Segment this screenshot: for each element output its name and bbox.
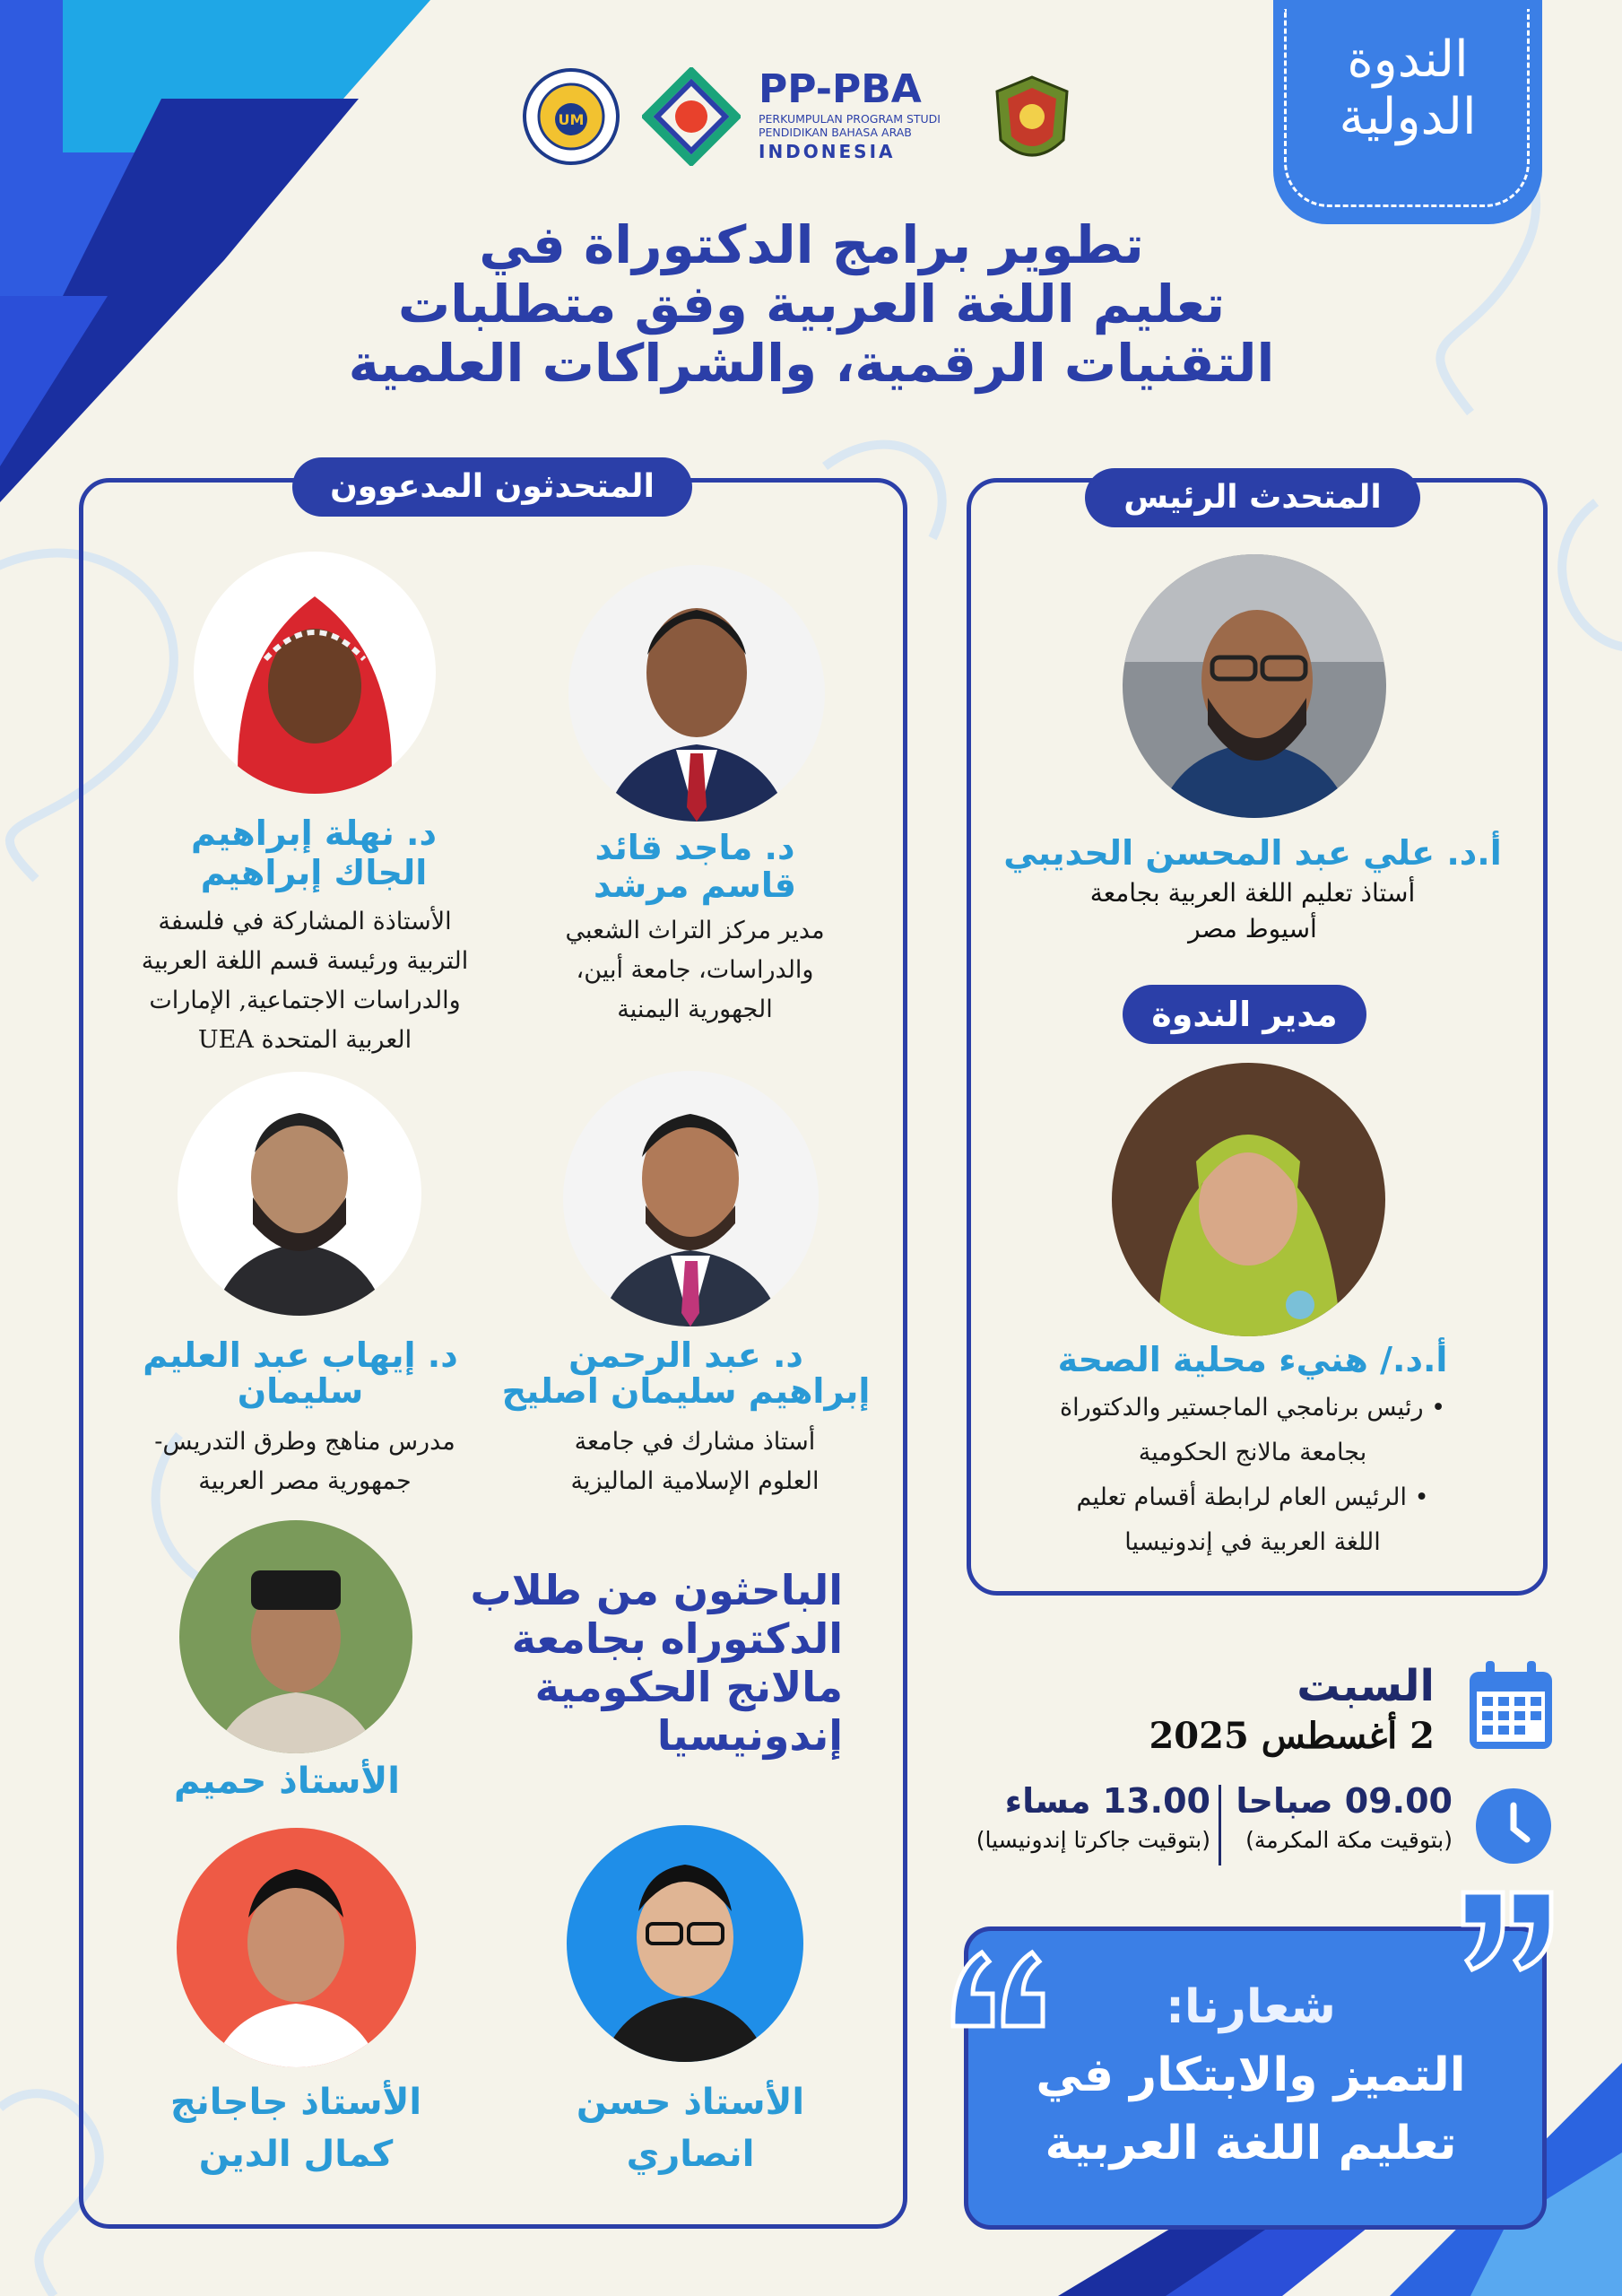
pppba-logo [642, 67, 965, 166]
svg-text:UM: UM [558, 111, 585, 128]
calendar-icon [1466, 1659, 1556, 1752]
researchers-h4: إندونيسيا [656, 1711, 843, 1760]
tz-jakarta: (بتوقيت جاكرتا إندونيسيا) [976, 1827, 1210, 1853]
moderator-bullet2a: • الرئيس العام لرابطة أقسام تعليم [1076, 1483, 1429, 1511]
researcher3-photo [177, 1828, 416, 2067]
tz-mecca: (بتوقيت مكة المكرمة) [1245, 1827, 1453, 1853]
title-line3: التقنيات الرقمية، والشراكات العلمية [348, 333, 1275, 394]
time-jakarta: 13.00 مساء [1004, 1781, 1210, 1821]
speaker4-photo [178, 1072, 421, 1316]
title-line2: تعليم اللغة العربية وفق متطلبات [397, 274, 1226, 335]
moderator-bullet1b: بجامعة مالانج الحكومية [1138, 1439, 1367, 1466]
speaker2-name1: د. نهلة إبراهيم [191, 813, 437, 853]
speaker1-name1: د. ماجد قائد [594, 828, 795, 867]
researcher3-name1: الأستاذ جاجانج [169, 2082, 422, 2123]
slogan-text [968, 1973, 1533, 2178]
speaker2-name2: الجاك إبراهيم [200, 853, 428, 892]
researchers-heading [421, 1566, 843, 1760]
open-quote-icon [946, 1883, 1054, 1982]
slogan-line1: شعارنا: [1166, 1980, 1336, 2034]
event-day: السبت [1297, 1661, 1435, 1711]
speaker2-photo [194, 552, 436, 794]
close-quote-icon [1453, 1883, 1560, 1982]
event-title [215, 215, 1408, 393]
speaker1-desc1: مدير مركز التراث الشعبي [565, 917, 825, 944]
researchers-h1: الباحثون من طلاب [470, 1566, 843, 1614]
tag-line1: الندوة [1347, 30, 1469, 89]
researcher1-name: الأستاذ حميم [174, 1761, 400, 1802]
keynote-desc2: أسيوط مصر [1188, 914, 1317, 944]
tag-line2: الدولية [1339, 88, 1477, 146]
researcher3-name2: كمال الدين [198, 2134, 394, 2175]
moderator-name: أ.د./ هنيء محلية الصحة [1057, 1340, 1448, 1379]
speaker1-photo [568, 565, 825, 822]
speaker3-name1: د. عبد الرحمن [568, 1335, 803, 1375]
researcher2-name1: الأستاذ حسن [576, 2082, 805, 2123]
keynote-desc1: أستاذ تعليم اللغة العربية بجامعة [1089, 878, 1416, 908]
speaker4-name1: د. إيهاب عبد العليم [143, 1335, 458, 1375]
moderator-heading: مدير الندوة [1123, 985, 1366, 1044]
researcher2-photo [567, 1825, 803, 2062]
speaker4-desc2: جمهورية مصر العربية [198, 1467, 412, 1495]
title-line1: تطوير برامج الدكتوراة في [479, 214, 1144, 275]
time-divider [1219, 1785, 1221, 1866]
researcher2-name2: انصاري [626, 2134, 755, 2175]
speaker4-name2: سليمان [237, 1371, 364, 1411]
speaker2-desc3: والدراسات الاجتماعية, الإمارات [149, 987, 461, 1014]
pppba-sub1: PERKUMPULAN PROGRAM STUDI [759, 112, 941, 126]
invited-heading: المتحدثون المدعوون [292, 457, 692, 517]
pppba-sub2: PENDIDIKAN BAHASA ARAB [759, 126, 912, 139]
speaker2-desc4: العربية المتحدة UEA [197, 1026, 412, 1054]
moderator-bullet1a: • رئيس برنامجي الماجستير والدكتوراة [1059, 1394, 1446, 1422]
keynote-name: أ.د. علي عبد المحسن الحديبي [1003, 833, 1502, 873]
researchers-h2: الدكتوراه بجامعة [511, 1614, 843, 1663]
um-logo [522, 67, 620, 166]
event-date: 2 أغسطس 2025 [1149, 1715, 1435, 1757]
speaker3-desc2: العلوم الإسلامية الماليزية [570, 1467, 820, 1495]
keynote-heading: المتحدث الرئيس [1085, 468, 1420, 527]
pppba-title: PP-PBA [759, 66, 922, 112]
speaker3-desc1: أستاذ مشارك في جامعة [574, 1428, 816, 1456]
speaker1-name2: قاسم مرشد [593, 865, 797, 905]
time-mecca: 09.00 صباحا [1236, 1781, 1453, 1821]
speaker2-desc2: التربية ورئيسة قسم اللغة العربية [141, 947, 469, 975]
researchers-h3: مالانج الحكومية [534, 1663, 843, 1711]
moderator-bullet2b: اللغة العربية في إندونيسيا [1124, 1528, 1381, 1556]
speaker1-desc3: الجهورية اليمنية [617, 996, 773, 1023]
seminar-tag [1273, 0, 1542, 224]
speaker3-name2: إبراهيم سليمان اصليح [501, 1371, 871, 1411]
slogan-line3: تعليم اللغة العربية [1045, 2117, 1457, 2170]
moderator-photo [1112, 1063, 1385, 1336]
faculty-logo [993, 74, 1071, 172]
speaker2-desc1: الأستاذة المشاركة في فلسفة [158, 908, 452, 935]
keynote-photo [1123, 554, 1386, 818]
speaker4-desc1: مدرس مناهج وطرق التدريس- [154, 1428, 455, 1456]
clock-icon [1475, 1787, 1552, 1865]
pppba-sub3: INDONESIA [759, 141, 896, 162]
slogan-line2: التميز والابتكار في [1036, 2048, 1466, 2102]
speaker1-desc2: والدراسات، جامعة أبين، [576, 956, 814, 984]
researcher1-photo [179, 1520, 412, 1753]
speaker3-photo [563, 1071, 819, 1326]
